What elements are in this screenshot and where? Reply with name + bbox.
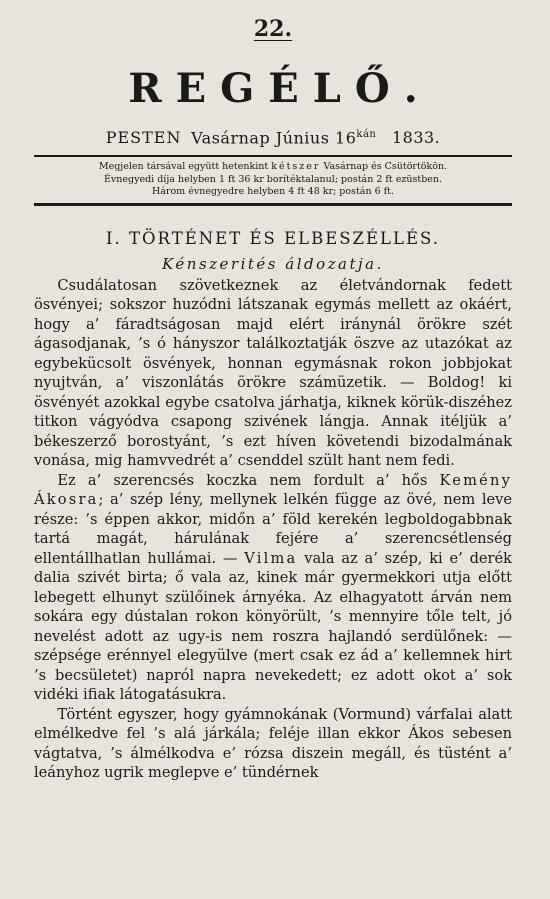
paragraph-2-middle: ; a’ szép lény, mellynek lelkén függe az övé, nem leve része: ’s éppen akkor, midőn a’ föld kerekén legboldogabbnak tartá magát, hárulának fejére a’ szerencsétlenség ellentállhatlan hullámai. — <box>34 491 512 567</box>
dateline-date-suffix: kán <box>356 129 377 140</box>
article-body <box>34 276 512 783</box>
masthead-title: REGÉLŐ. <box>128 65 432 112</box>
info-line-3: Három évnegyedre helyben 4 ft 48 kr; postán 6 ft. <box>151 186 395 198</box>
header-rule-top <box>34 155 512 157</box>
name-kemeny-akos: Kemény Ákosra <box>34 471 513 509</box>
info-line-2: Évnegyedi díja helyben 1 ft 36 kr borítéktalanul; postán 2 ft ezüstben. <box>103 173 443 185</box>
paragraph-2-end: vala az a’ szép, ki e’ derék dalia szivét birta; ő vala az, kinek már gyermekkori utja előtt lebegett elhunyt szülőinek árnyéka. Az elhagyatott árván nem sokára egy dústalan rokon könyörült, ’s mennyire tőle telt, jó nevelést adott az ugy-is nem roszra hajlandó serdülőnek: — szépsége erénnyel elegyülve (mert csak ez ád a’ kellemnek hirt ’s becsületet) napról napra nevekedett; ez adott okot a’ sok vidéki ifiak látogatásukra. <box>34 549 513 704</box>
info-line-1-emphasis: kétszer <box>271 161 321 173</box>
paragraph-3: Történt egyszer, hogy gyámnokának (Vormund) várfalai alatt elmélkedve fel ’s alá járkála; feléje illan ekkor Ákos sebesen vágtatva, ’s álmélkodva e’ rózsa diszein megáll, és tüstént a’ leányhoz ugrik meglepve e’ tündérnek <box>34 705 512 782</box>
info-line-1-end: Vasárnap és Csütörtökön. <box>323 161 448 173</box>
dateline-date: 16 <box>335 128 357 148</box>
paragraph-1: Csudálatosan szövetkeznek az életvándornak fedett ösvényei; sokszor huzódni látszanak egymás mellett az okáért, hogy a’ fáradtságosan majd elért iránynál örökre szét ágasodjanak, ’s ó hányszor találkoztatják öszve az utazókat az egybekücsolt ösvények, honnan egymásnak rokon jobbjokat nyujtván, a’ viszonlátás örökre számüzetik. — Boldog! ki ösvényét azokkal egybe csatolva járhatja, kiknek körük-diszéhez titkon vágyódva csapong szivének lángja. Annak itéljük a’ békeszerző borostyánt, ’s ezt híven követendi bizodalmának vonása, mig hamvvedrét a’ csenddel szült hant nem fedi. <box>34 276 512 470</box>
paragraph-2-start: Ez a’ szerencsés koczka nem fordult a’ hős <box>57 471 428 489</box>
section-title: I. TÖRTÉNET ÉS ELBESZÉLLÉS. <box>106 228 440 248</box>
article-subtitle: Kénszerités áldozatja. <box>162 254 384 273</box>
info-line-1 <box>34 161 512 174</box>
issue-number: 22. <box>253 16 293 42</box>
dateline-day: Vasárnap <box>191 128 271 148</box>
name-vilma: Vilma <box>244 549 298 567</box>
paragraph-2 <box>34 471 512 705</box>
info-line-1-start: Megjelen társával együtt hetenkint <box>98 161 269 173</box>
dateline-month: Június <box>275 128 330 148</box>
header-rule-bottom <box>34 203 512 206</box>
dateline-year: 1833. <box>391 128 441 148</box>
dateline <box>34 124 512 149</box>
subscription-info <box>34 161 512 199</box>
dateline-city: PESTEN <box>105 128 182 148</box>
